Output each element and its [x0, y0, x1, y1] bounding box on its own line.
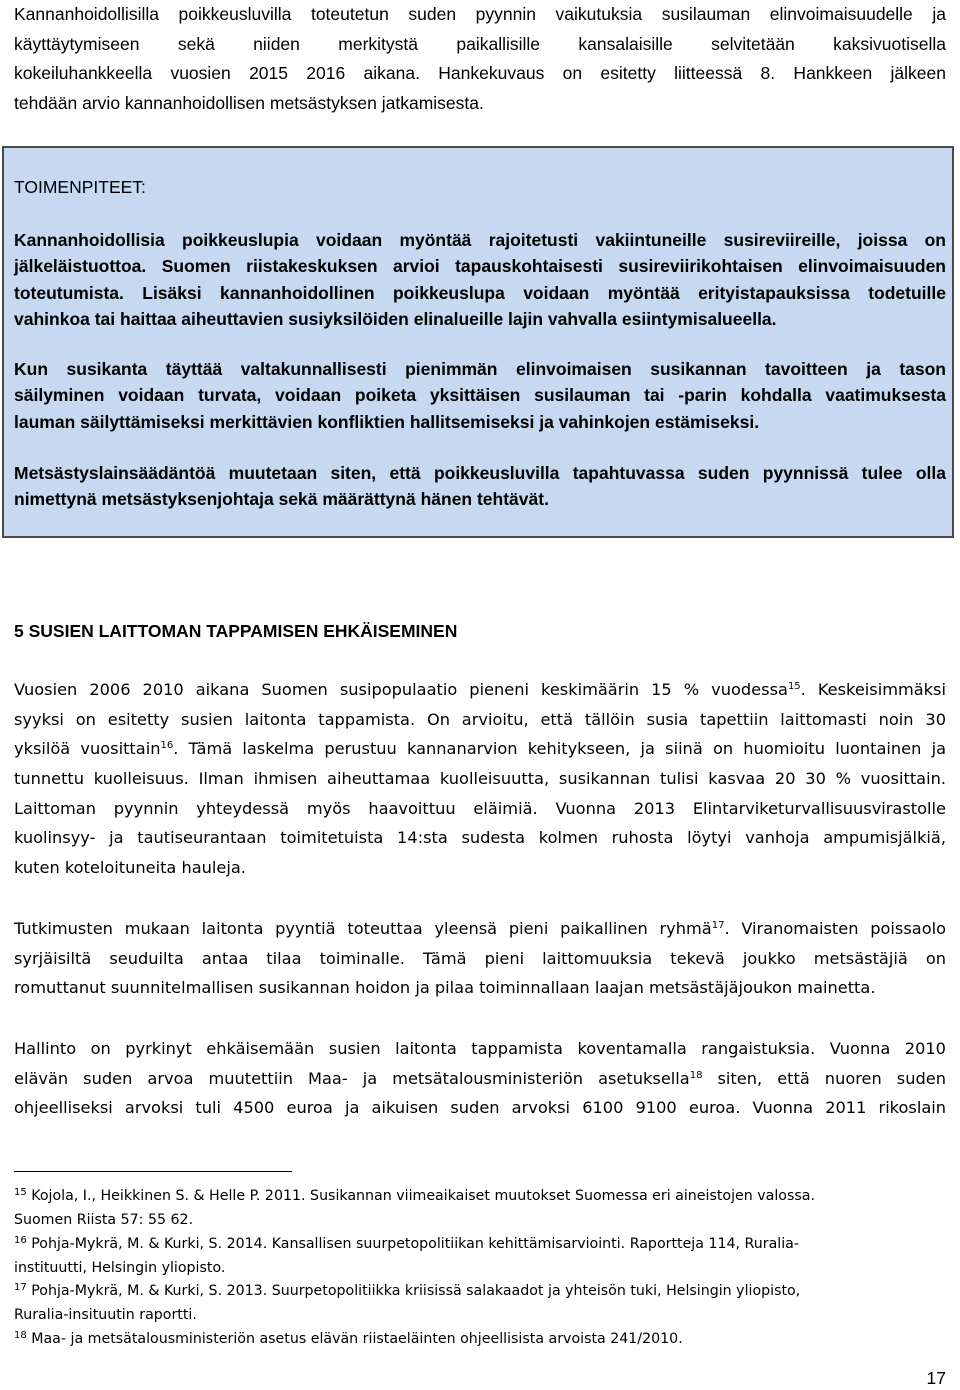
section-paragraph-1: [14, 675, 946, 883]
text-line: jälkeläistuottoa. Suomen riistakeskuksen arvioi tapauskohtaisesti susireviirikohtaisen elinvoimaisuuden: [14, 256, 946, 277]
text-line: kuolinsyy- ja tautiseurantaan toimitetuista 14:sta sudesta kolmen ruhosta löytyi vanhoja ampumisjälkiä,: [14, 828, 946, 848]
footnote-line: instituutti, Helsingin yliopisto.: [14, 1260, 226, 1276]
footnote-line: $^{17}$ Pohja-Mykrä, M. & Kurki, S. 2013. Suurpetopolitiikka kriisissä salakaadot ja yhteisön tuki, Helsingin yliopisto,: [14, 1282, 801, 1299]
text-line: vahinkoa tai haittaa aiheuttavien susiyksilöiden elinalueille lajin vahvalla esiintymisalueella.: [14, 308, 777, 329]
footnote-number: 15: [14, 1187, 27, 1198]
text-line: ohjeelliseksi arvoksi tuli 4500 euroa ja aikuisen suden arvoksi 6100 9100 euroa. Vuonna 2011 rikoslain: [14, 1098, 946, 1118]
footnote-18: [14, 1327, 944, 1351]
text-line: kuten koteloituneita hauleja.: [14, 858, 246, 878]
text-line: Kun susikanta täyttää valtakunnallisesti pienimmän elinvoimaisen susikannan tavoitteen ja tason: [14, 359, 946, 379]
text-line: tehdään arvio kannanhoidollisen metsästyksen jatkamisesta.: [14, 93, 484, 114]
footnote-line: Ruralia-insituutin raportti.: [14, 1307, 197, 1323]
text-line: lauman säilyttämiseksi merkittävien konfliktien hallitsemiseksi ja vahinkojen estämiseksi.: [14, 411, 760, 432]
footnote-separator: [14, 1171, 292, 1172]
text-line: syrjäisiltä seuduilta antaa tilaa toiminalle. Tämä pieni laittomuuksia tekevä joukko metsästäjiä on: [14, 948, 946, 968]
footnote-line: $^{15}$ Kojola, I., Heikkinen S. & Helle P. 2011. Susikannan viimeaikaiset muutokset Suomessa eri aineistojen valossa.: [14, 1187, 815, 1204]
section-heading: 5 SUSIEN LAITTOMAN TAPPAMISEN EHKÄISEMINEN: [14, 621, 458, 641]
measures-paragraph-2: [14, 356, 946, 435]
text-line: tunnettu kuolleisuus. Ilman ihmisen aiheuttamaa kuolleisuutta, susikannan tulisi kasvaa 20 30 % vuosittain.: [14, 769, 946, 789]
footnote-ref[interactable]: 17: [711, 920, 725, 931]
section-paragraph-3: [14, 1034, 946, 1123]
measures-paragraph-1: [14, 227, 946, 332]
text-line: toteutumista. Lisäksi kannanhoidollinen poikkeuslupa voidaan myöntää erityistapauksissa todetuille: [14, 282, 946, 303]
text-line: romuttanut suunnitelmallisen susikannan hoidon ja pilaa toiminnallaan laajan metsästäjäjoukon mainetta.: [14, 978, 876, 998]
text-line: kokeiluhankkeella vuosien 2015 2016 aikana. Hankekuvaus on esitetty liitteessä 8. Hankkeen jälkeen: [14, 63, 946, 84]
intro-paragraph: [14, 0, 946, 119]
text-line: Hallinto on pyrkinyt ehkäisemään susien laitonta tappamista koventamalla rangaistuksia. Vuonna 2010: [14, 1039, 946, 1058]
text-line: käyttäytymiseen sekä niiden merkitystä paikallisille kansalaisille selvitetään kaksivuotisella: [14, 33, 946, 54]
footnote-ref[interactable]: 15: [787, 681, 801, 692]
text-line: Tutkimusten mukaan laitonta pyyntiä toteuttaa yleensä pieni paikallinen ryhmä$^{17}$. Viranomaisten poissaolo: [14, 919, 947, 938]
footnote-number: 18: [14, 1330, 27, 1341]
footnote-ref[interactable]: 16: [160, 740, 174, 752]
footnote-17: [14, 1279, 944, 1327]
footnote-line: $^{16}$ Pohja-Mykrä, M. & Kurki, S. 2014. Kansallisen suurpetopolitiikan kehittämisarviointi. Raportteja 114, Ruralia-: [14, 1235, 799, 1252]
section-paragraph-2: [14, 914, 946, 1003]
text-line: Kannanhoidollisilla poikkeusluvilla toteutetun suden pyynnin vaikutuksia susilauman elinvoimaisuudelle ja: [14, 4, 946, 24]
text-line: yksilöä vuosittain$^{16}$. Tämä laskelma perustuu kannanarvion kehitykseen, ja siinä on huomioitu luontainen ja: [14, 739, 946, 759]
text-line: nimettynä metsästyksenjohtaja sekä määrättynä hänen tehtävät.: [14, 489, 549, 510]
footnote-16: [14, 1232, 944, 1280]
text-line: Vuosien 2006 2010 aikana Suomen susipopulaatio pieneni keskimäärin 15 % vuodessa$^{15}$. Keskeisimmäksi: [14, 680, 946, 699]
text-line: Metsästyslainsäädäntöä muutetaan siten, että poikkeusluvilla tapahtuvassa suden pyynnissä tulee olla: [14, 463, 946, 483]
text-line: syyksi on esitetty susien laitonta tappamista. On arvioitu, että tällöin susia tapettiin laittomasti noin 30: [14, 709, 946, 729]
text-line: Kannanhoidollisia poikkeuslupia voidaan myöntää rajoitetusti vakiintuneille susireviireille, joissa on: [14, 230, 946, 250]
footnote-15: [14, 1184, 944, 1232]
text-line: Laittoman pyynnin yhteydessä myös haavoittuu eläimiä. Vuonna 2013 Elintarviketurvallisuusvirastolle: [14, 798, 946, 818]
text-line: säilyminen voidaan turvata, voidaan poiketa yksittäisen susilauman tai -parin kohdalla vaatimuksesta: [14, 385, 946, 406]
measures-paragraph-3: [14, 460, 946, 513]
page-number: 17: [926, 1368, 946, 1388]
measures-title: TOIMENPITEET:: [14, 177, 146, 197]
footnote-number: 16: [14, 1235, 27, 1246]
footnote-number: 17: [14, 1282, 27, 1293]
text-line: elävän suden arvoa muutettiin Maa- ja metsätalousministeriön asetuksella$^{18}$ siten, että nuoren suden: [14, 1068, 946, 1088]
footnote-ref[interactable]: 18: [689, 1069, 703, 1081]
footnote-line: Suomen Riista 57: 55 62.: [14, 1212, 194, 1228]
footnote-line: $^{18}$ Maa- ja metsätalousministeriön asetus elävän riistaeläinten ohjeellisista arvoista 241/2010.: [14, 1330, 683, 1347]
